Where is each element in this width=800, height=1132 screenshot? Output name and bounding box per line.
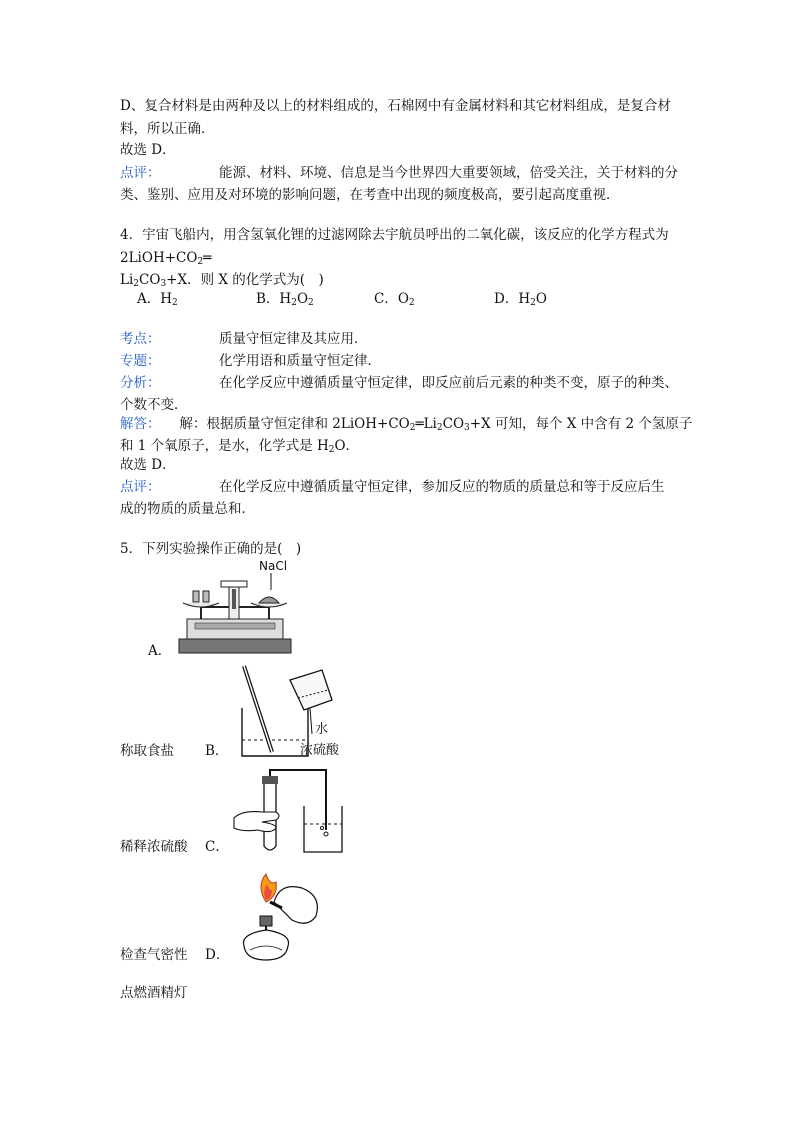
text-line: D、复合材料是由两种及以上的材料组成的，石棉网中有金属材料和其它材料组成，是复合材 [120,98,671,114]
option-d-caption: 点燃酒精灯 [120,985,188,1001]
zhuanti-text: 化学用语和质量守恒定律． [219,353,381,369]
kaodian-label: 考点： [120,331,161,347]
answer-line: 故选 D． [120,457,176,473]
question-stem: 4．宇宙飞船内，用含氢氧化锂的过滤网除去宇航员呼出的二氧化碳，该反应的化学方程式为 [120,227,669,243]
fenxi-text: 在化学反应中遵循质量守恒定律，即反应前后元素的种类不变，原子的种类、 [219,375,678,391]
option-a-caption: 称取食盐 [120,743,174,759]
fenxi-text: 个数不变． [120,397,188,413]
alcohol-lamp-figure [230,872,330,966]
option-a: A．$H_2$ [137,291,178,308]
acid-label: 浓硫酸 [300,743,340,758]
option-d-label: D． [205,947,230,963]
comment-text: 类、鉴别、应用及对环境的影响问题，在考查中出现的频度极高，要引起高度重视． [120,187,620,203]
option-a-label: A． [148,643,172,659]
balance-figure [175,557,295,659]
question-stem: 5．下列实验操作正确的是( ) [120,541,302,557]
airtight-figure [232,768,346,856]
option-b-label: B． [205,743,229,759]
jieda-text: 解：根据质量守恒定律和 $2LiOH+CO_2═Li_2CO_3+X$ 可知，每个 X 中含有 2 个氢原子 [166,416,693,433]
water-label: 水 [315,722,329,737]
option-b-caption: 稀释浓硫酸 [120,839,188,855]
dilution-figure [232,664,352,760]
dianping-text: 成的物质的质量总和． [120,501,255,517]
option-d: D．$H_2O$ [494,291,547,308]
option-b: B．$H_2O_2$ [256,291,314,308]
dianping-text: 在化学反应中遵循质量守恒定律，参加反应的物质的质量总和等于反应后生 [219,479,665,495]
comment-text: 能源、材料、环境、信息是当今世界四大重要领域，倍受关注，关于材料的分 [219,165,678,181]
nacl-label: NaCl [259,559,288,573]
comment-label: 点评： [120,165,161,181]
zhuanti-label: 专题： [120,353,161,369]
equation: $2LiOH+CO_2═$ [120,250,212,267]
jieda-label: 解答： [120,416,161,432]
equation-cont: $Li_2CO_3+X$．则 X 的化学式为( ) [120,272,324,289]
option-c-label: C． [205,839,229,855]
jieda-text: 和 1 个氧原子，是水，化学式是 $H_2O$． [120,438,360,455]
dianping-label: 点评： [120,479,161,495]
option-c: C．$O_2$ [374,291,415,308]
option-c-caption: 检查气密性 [120,947,188,963]
fenxi-label: 分析： [120,375,161,391]
answer-line: 故选 D． [120,142,176,158]
text-line: 料，所以正确． [120,121,215,137]
kaodian-text: 质量守恒定律及其应用． [219,331,368,347]
